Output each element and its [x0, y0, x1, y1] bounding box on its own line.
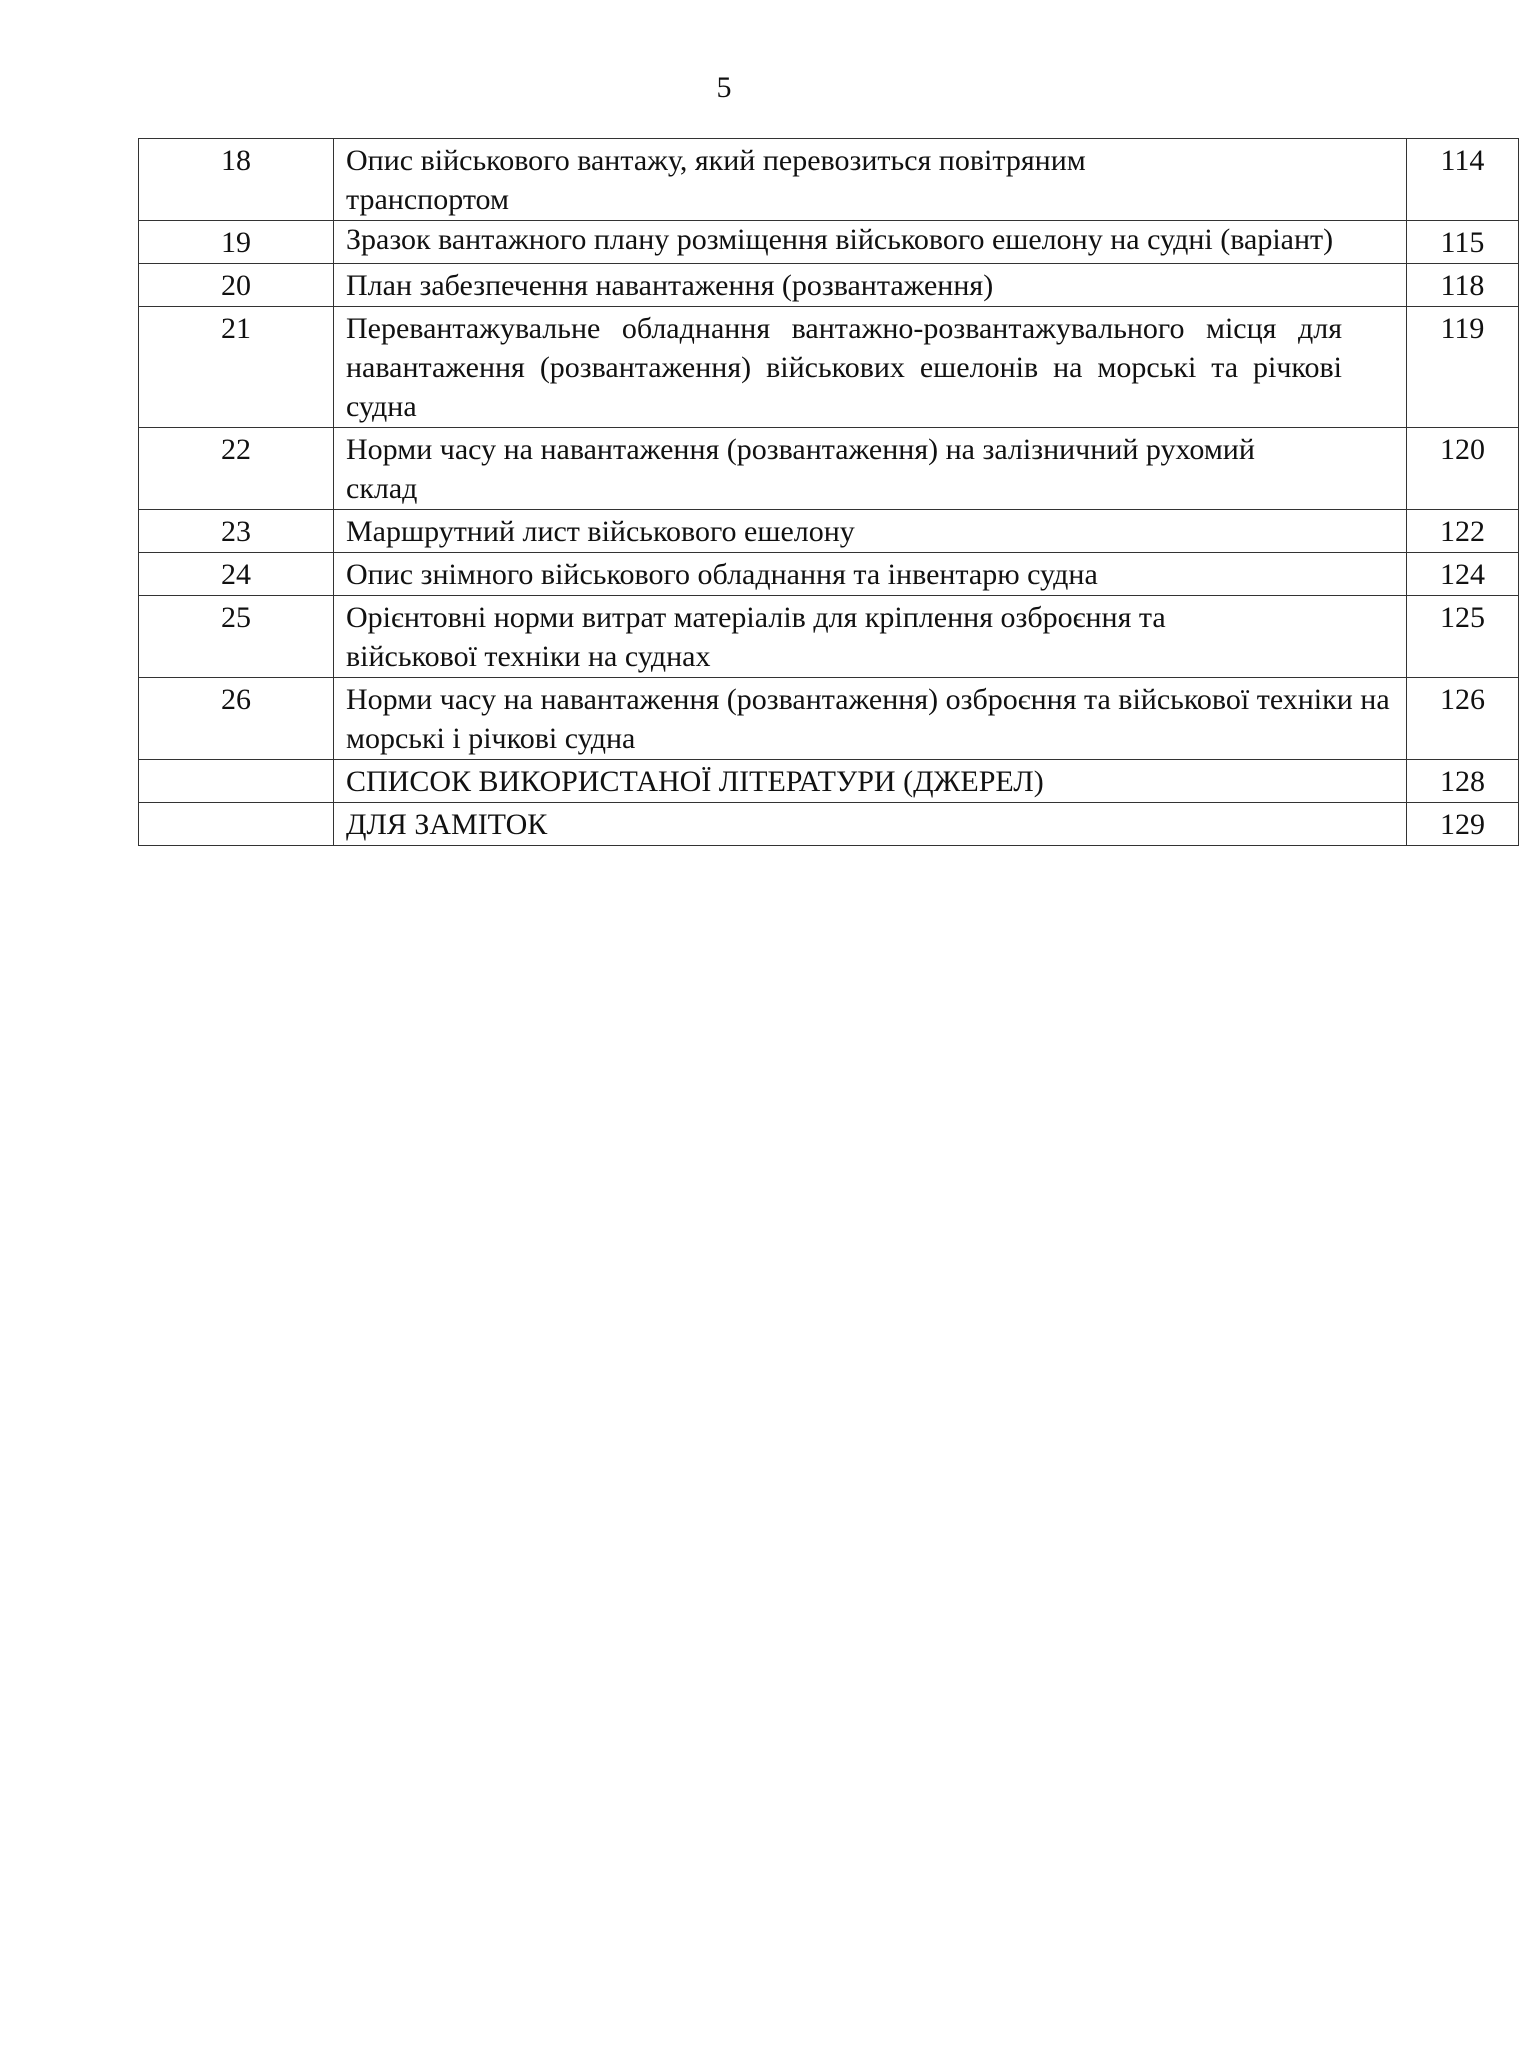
entry-title: Зразок вантажного плану розміщення військового ешелону на судні (варіант) — [334, 221, 1407, 264]
entry-page: 128 — [1407, 760, 1519, 803]
entry-number: 21 — [139, 307, 334, 428]
table-row — [139, 596, 1519, 678]
entry-title: Перевантажувальне обладнання вантажно-розвантажувального місця для навантаження (розвантаження) військових ешелонів на морські та річкові судна — [334, 307, 1407, 428]
entry-number — [139, 803, 334, 846]
entry-number: 26 — [139, 678, 334, 760]
entry-page: 114 — [1407, 139, 1519, 221]
entry-number — [139, 760, 334, 803]
entry-number: 22 — [139, 428, 334, 510]
table-row — [139, 139, 1519, 221]
entry-page: 115 — [1407, 221, 1519, 264]
table-row — [139, 264, 1519, 307]
table-row — [139, 510, 1519, 553]
entry-number: 25 — [139, 596, 334, 678]
table-row — [139, 307, 1519, 428]
entry-page: 129 — [1407, 803, 1519, 846]
table-of-contents — [138, 138, 1519, 846]
table-row — [139, 678, 1519, 760]
entry-title: Опис військового вантажу, який перевозиться повітряним транспортом — [334, 139, 1407, 221]
entry-page: 122 — [1407, 510, 1519, 553]
entry-page: 119 — [1407, 307, 1519, 428]
table-row — [139, 553, 1519, 596]
entry-title: Орієнтовні норми витрат матеріалів для кріплення озброєння та військової техніки на суднах — [334, 596, 1407, 678]
entry-number: 19 — [139, 221, 334, 264]
table-row — [139, 760, 1519, 803]
entry-page: 124 — [1407, 553, 1519, 596]
entry-title: Норми часу на навантаження (розвантаження) озброєння та військової техніки на морські і річкові судна — [334, 678, 1407, 760]
entry-number: 24 — [139, 553, 334, 596]
entry-number: 20 — [139, 264, 334, 307]
entry-title: Опис знімного військового обладнання та інвентарю судна — [334, 553, 1407, 596]
entry-page: 126 — [1407, 678, 1519, 760]
table-row — [139, 428, 1519, 510]
entry-page: 120 — [1407, 428, 1519, 510]
entry-page: 125 — [1407, 596, 1519, 678]
entry-title: Маршрутний лист військового ешелону — [334, 510, 1407, 553]
table-row — [139, 221, 1519, 264]
entry-title: ДЛЯ ЗАМІТОК — [334, 803, 1407, 846]
entry-number: 18 — [139, 139, 334, 221]
page-number: 5 — [716, 71, 732, 104]
table-row — [139, 803, 1519, 846]
entry-title: План забезпечення навантаження (розвантаження) — [334, 264, 1407, 307]
entry-title: Норми часу на навантаження (розвантаження) на залізничний рухомий склад — [334, 428, 1407, 510]
entry-number: 23 — [139, 510, 334, 553]
entry-title: СПИСОК ВИКОРИСТАНОЇ ЛІТЕРАТУРИ (ДЖЕРЕЛ) — [334, 760, 1407, 803]
entry-page: 118 — [1407, 264, 1519, 307]
